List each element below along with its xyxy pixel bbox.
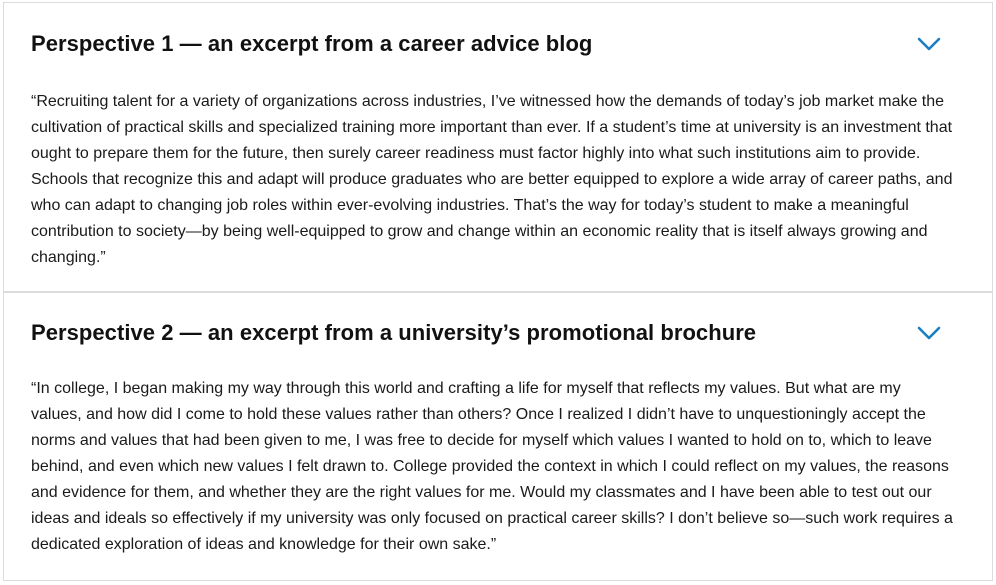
perspective-1-panel (4, 3, 992, 291)
perspectives-accordion (3, 2, 993, 581)
perspective-1-header[interactable] (31, 3, 965, 85)
perspective-1-body: “Recruiting talent for a variety of organizations across industries, I’ve witnessed how the demands of today’s job market make the cultivation of practical skills and specialized training more important than ever. If a student’s time at university is an investment that ought to prepare them for the future, then surely career readiness must factor highly into what such institutions aim to provide. Schools that recognize this and adapt will produce graduates who are better equipped to explore a wide array of career paths, and who can adapt to changing job roles within ever-evolving industries. That’s the way for today’s student to make a meaningful contribution to society—by being well-equipped to grow and change within an economic reality that is itself always growing and changing.” (31, 93, 953, 266)
perspective-2-header[interactable] (31, 293, 965, 373)
perspective-1-title: Perspective 1 — an excerpt from a career advice blog (31, 31, 593, 56)
perspective-2-title: Perspective 2 — an excerpt from a university’s promotional brochure (31, 320, 757, 345)
chevron-down-icon[interactable] (917, 36, 941, 52)
perspective-2-panel (4, 291, 992, 578)
perspective-2-body: “In college, I began making my way through this world and crafting a life for myself that reflects my values. But what are my values, and how did I come to hold these values rather than others? Once I realized I didn’t have to unquestioningly accept the norms and values that had been given to me, I was free to decide for myself which values I wanted to hold on to, which to leave behind, and even which new values I felt drawn to. College provided the context in which I could reflect on my values, the reasons and evidence for them, and whether they are the right values for me. Would my classmates and I have been able to test out our ideas and ideals so effectively if my university was only focused on practical career skills? I don’t believe so—such work requires a dedicated exploration of ideas and knowledge for their own sake.” (31, 380, 953, 553)
chevron-down-icon[interactable] (917, 325, 941, 341)
